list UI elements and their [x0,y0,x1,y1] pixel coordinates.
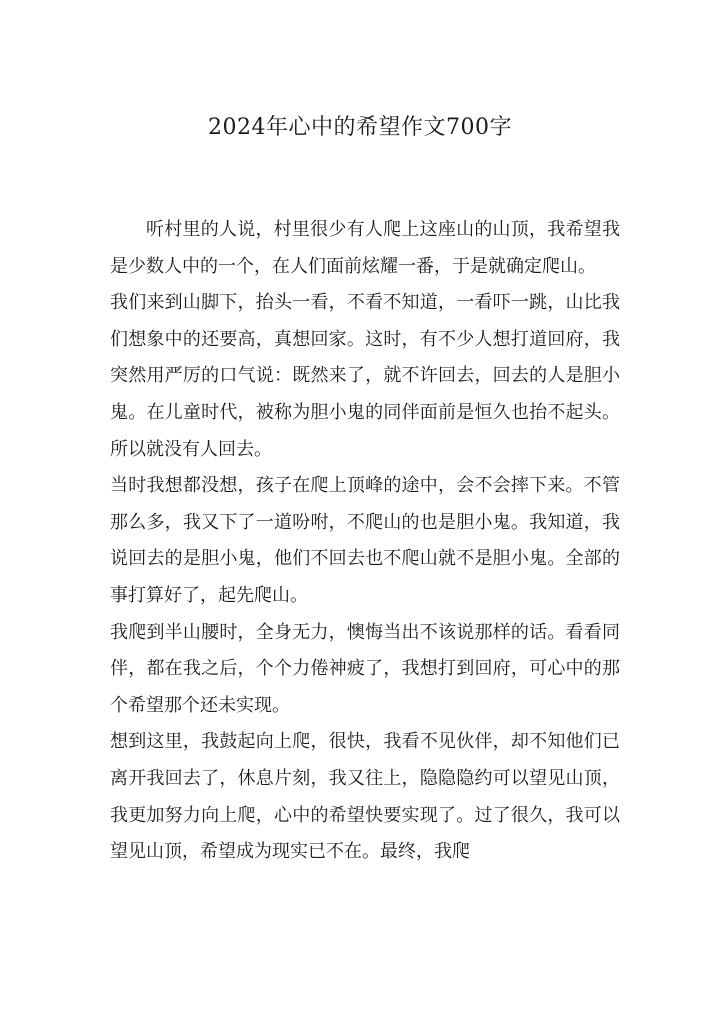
paragraph: 想到这里，我鼓起向上爬，很快，我看不见伙伴，却不知他们已离开我回去了，休息片刻，我又往上，隐隐隐约可以望见山顶，我更加努力向上爬，心中的希望快要实现了。过了很久，我可以望见山顶，希望成为现实已不在。最终，我爬 [110,731,620,863]
paragraph: 听村里的人说，村里很少有人爬上这座山的山顶，我希望我是少数人中的一个，在人们面前炫耀一番，于是就确定爬山。 [110,219,620,277]
paragraph: 我们来到山脚下，抬头一看，不看不知道，一看吓一跳，山比我们想象中的还要高，真想回家。这时，有不少人想打道回府，我突然用严厉的口气说：既然来了，就不许回去，回去的人是胆小鬼。在儿童时代，被称为胆小鬼的同伴面前是恒久也抬不起头。所以就没有人回去。 [110,292,620,460]
paragraph: 我爬到半山腰时，全身无力，懊悔当出不该说那样的话。看看同伴，都在我之后，个个力倦神疲了，我想打到回府，可心中的那个希望那个还未实现。 [110,621,620,716]
document-body [110,212,620,871]
paragraph: 当时我想都没想，孩子在爬上顶峰的途中，会不会摔下来。不管那么多，我又下了一道吩咐，不爬山的也是胆小鬼。我知道，我说回去的是胆小鬼，他们不回去也不爬山就不是胆小鬼。全部的事打算好了，起先爬山。 [110,475,620,606]
document-title: 2024年心中的希望作文700字 [208,115,512,140]
